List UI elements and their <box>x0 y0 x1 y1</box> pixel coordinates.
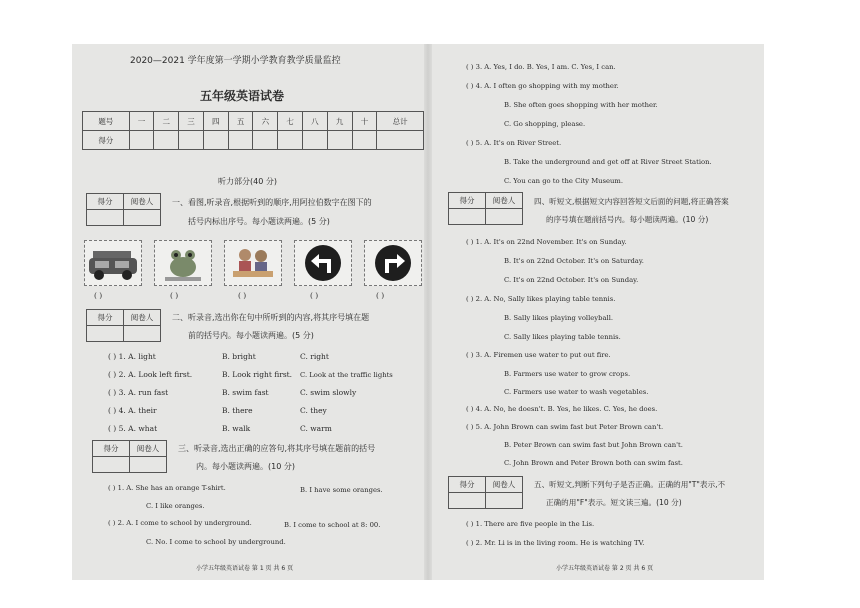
score-blank[interactable] <box>302 131 327 150</box>
grader-blank[interactable] <box>124 210 161 226</box>
option-line: B. Take the underground and get off at River Street Station. <box>504 158 712 166</box>
option-b: B. there <box>222 406 253 415</box>
option-b: B. bright <box>222 352 256 361</box>
exam-header: 2020—2021 学年度第一学期小学教育教学质量监控 <box>130 56 341 66</box>
option-line: C. You can go to the City Museum. <box>504 177 624 185</box>
option-c: C. I like oranges. <box>146 502 205 510</box>
question-item: ( ) 3. A. run fast <box>108 388 169 397</box>
grader-reviewer-label: 阅卷人 <box>124 310 161 326</box>
kids-picture <box>224 240 282 286</box>
option-line: C. Go shopping, please. <box>504 120 586 128</box>
grader-blank[interactable] <box>87 326 124 342</box>
grader-box <box>86 193 161 226</box>
exam-title: 五年级英语试卷 <box>200 89 285 103</box>
question-item: ( ) 2. A. I come to school by underground. <box>108 519 252 527</box>
answer-blank[interactable]: ( ) <box>376 291 385 300</box>
score-row-label: 得分 <box>83 131 130 150</box>
taxi-icon <box>85 241 141 285</box>
section2-instruction-line1: 二、听录音,选出你在句中所听到的内容,将其序号填在题 <box>172 313 370 322</box>
listening-heading: 听力部分(40 分) <box>218 177 277 186</box>
grader-blank[interactable] <box>449 209 486 225</box>
option-line: B. Peter Brown can swim fast but John Brown can't. <box>504 441 683 449</box>
grader-score-label: 得分 <box>87 194 124 210</box>
turn-left-sign-icon <box>295 241 351 285</box>
page-footer: 小学五年级英语试卷 第 2 页 共 6 页 <box>556 565 654 572</box>
score-cell: 总计 <box>377 112 424 131</box>
turn-right-sign-picture <box>364 240 422 286</box>
score-cell: 一 <box>129 112 154 131</box>
option-c: C. No. I come to school by underground. <box>146 538 286 546</box>
grader-blank[interactable] <box>93 457 130 473</box>
option-b: B. Look right first. <box>222 370 293 379</box>
question-item: ( ) 2. Mr. Li is in the living room. He is watching TV. <box>466 539 645 547</box>
option-line: B. Sally likes playing volleyball. <box>504 314 614 322</box>
grader-reviewer-label: 阅卷人 <box>486 477 523 493</box>
section2-instruction-line2: 前的括号内。每小题读两遍。(5 分) <box>188 331 314 340</box>
option-b: B. swim fast <box>222 388 269 397</box>
section4-instruction-line1: 四、听短文,根据短文内容回答短文后面的问题,将正确答案 <box>534 197 729 206</box>
grader-blank[interactable] <box>449 493 486 509</box>
question-item: ( ) 2. A. No, Sally likes playing table tennis. <box>466 295 616 303</box>
option-line: C. John Brown and Peter Brown both can swim fast. <box>504 459 683 467</box>
question-item: ( ) 3. A. Firemen use water to put out fire. <box>466 351 611 359</box>
option-c: C. they <box>300 406 327 415</box>
option-c: C. swim slowly <box>300 388 357 397</box>
option-c: C. Look at the traffic lights <box>300 371 393 379</box>
children-icon <box>225 241 281 285</box>
option-c: C. warm <box>300 424 332 433</box>
section1-instruction-line2: 括号内标出序号。每小题读两遍。(5 分) <box>188 217 330 226</box>
section4-instruction-line2: 的序号填在题前括号内。每小题读两遍。(10 分) <box>546 215 709 224</box>
option-b: B. walk <box>222 424 251 433</box>
grader-box <box>86 309 161 342</box>
question-item: ( ) 4. A. No, he doesn't. B. Yes, he likes. C. Yes, he does. <box>466 405 658 413</box>
question-item: ( ) 3. A. Yes, I do. B. Yes, I am. C. Yes, I can. <box>466 63 616 71</box>
grader-box <box>448 476 523 509</box>
exam-sheet <box>72 44 764 580</box>
grader-reviewer-label: 阅卷人 <box>486 193 523 209</box>
grader-score-label: 得分 <box>87 310 124 326</box>
section3-instruction-line1: 三、听录音,选出正确的应答句,将其序号填在题前的括号 <box>178 444 376 453</box>
score-blank[interactable] <box>253 131 278 150</box>
score-blank[interactable] <box>129 131 154 150</box>
score-cell: 题号 <box>83 112 130 131</box>
score-cell: 六 <box>253 112 278 131</box>
answer-blank[interactable]: ( ) <box>94 291 103 300</box>
answer-blank[interactable]: ( ) <box>170 291 179 300</box>
score-blank[interactable] <box>154 131 179 150</box>
score-cell: 九 <box>327 112 352 131</box>
taxi-picture <box>84 240 142 286</box>
score-cell: 七 <box>278 112 303 131</box>
question-item: ( ) 1. A. It's on 22nd November. It's on Sunday. <box>466 238 627 246</box>
page-footer: 小学五年级英语试卷 第 1 页 共 6 页 <box>196 565 294 572</box>
grader-score-label: 得分 <box>449 193 486 209</box>
grader-blank[interactable] <box>87 210 124 226</box>
section5-instruction-line2: 正确的用"F"表示。短文读三遍。(10 分) <box>546 498 682 507</box>
option-line: B. It's on 22nd October. It's on Saturday. <box>504 257 644 265</box>
score-cell: 五 <box>228 112 253 131</box>
grader-blank[interactable] <box>486 209 523 225</box>
score-cell: 三 <box>179 112 204 131</box>
score-cell: 十 <box>352 112 377 131</box>
answer-blank[interactable]: ( ) <box>238 291 247 300</box>
score-blank[interactable] <box>203 131 228 150</box>
question-item: ( ) 5. A. John Brown can swim fast but Peter Brown can't. <box>466 423 664 431</box>
grader-box <box>92 440 167 473</box>
score-table-header-row <box>83 112 424 131</box>
grader-score-label: 得分 <box>93 441 130 457</box>
turn-left-sign-picture <box>294 240 352 286</box>
question-item: ( ) 4. A. I often go shopping with my mother. <box>466 82 619 90</box>
frog-icon <box>155 241 211 285</box>
score-blank[interactable] <box>228 131 253 150</box>
option-b: B. I have some oranges. <box>300 486 383 494</box>
score-cell: 四 <box>203 112 228 131</box>
left-page <box>72 44 422 580</box>
question-item: ( ) 4. A. their <box>108 406 157 415</box>
section3-instruction-line2: 内。每小题读两遍。(10 分) <box>196 462 295 471</box>
score-blank[interactable] <box>352 131 377 150</box>
question-item: ( ) 5. A. what <box>108 424 158 433</box>
section5-instruction-line1: 五、听短文,判断下列句子是否正确。正确的用"T"表示,不 <box>534 480 726 489</box>
grader-blank[interactable] <box>486 493 523 509</box>
grader-blank[interactable] <box>130 457 167 473</box>
score-blank[interactable] <box>179 131 204 150</box>
frog-picture <box>154 240 212 286</box>
score-blank[interactable] <box>377 131 424 150</box>
right-page <box>434 44 764 580</box>
score-cell: 二 <box>154 112 179 131</box>
question-item: ( ) 1. A. She has an orange T-shirt. <box>108 484 226 492</box>
score-table <box>82 111 424 150</box>
option-line: B. She often goes shopping with her mother. <box>504 101 658 109</box>
question-item: ( ) 1. There are five people in the Lis. <box>466 520 595 528</box>
page-fold <box>424 44 432 580</box>
option-line: C. It's on 22nd October. It's on Sunday. <box>504 276 639 284</box>
option-line: B. Farmers use water to grow crops. <box>504 370 631 378</box>
turn-right-sign-icon <box>365 241 421 285</box>
grader-blank[interactable] <box>124 326 161 342</box>
grader-reviewer-label: 阅卷人 <box>124 194 161 210</box>
option-b: B. I come to school at 8: 00. <box>284 521 381 529</box>
question-item: ( ) 1. A. light <box>108 352 156 361</box>
grader-reviewer-label: 阅卷人 <box>130 441 167 457</box>
score-cell: 八 <box>302 112 327 131</box>
option-line: C. Farmers use water to wash vegetables. <box>504 388 649 396</box>
grader-score-label: 得分 <box>449 477 486 493</box>
section1-instruction-line1: 一、看图,听录音,根据听到的顺序,用阿拉伯数字在图下的 <box>172 198 372 207</box>
option-line: C. Sally likes playing table tennis. <box>504 333 621 341</box>
score-blank[interactable] <box>327 131 352 150</box>
score-table-score-row <box>83 131 424 150</box>
score-blank[interactable] <box>278 131 303 150</box>
answer-blank[interactable]: ( ) <box>310 291 319 300</box>
grader-box <box>448 192 523 225</box>
question-item: ( ) 5. A. It's on River Street. <box>466 139 562 147</box>
option-c: C. right <box>300 352 329 361</box>
question-item: ( ) 2. A. Look left first. <box>108 370 193 379</box>
